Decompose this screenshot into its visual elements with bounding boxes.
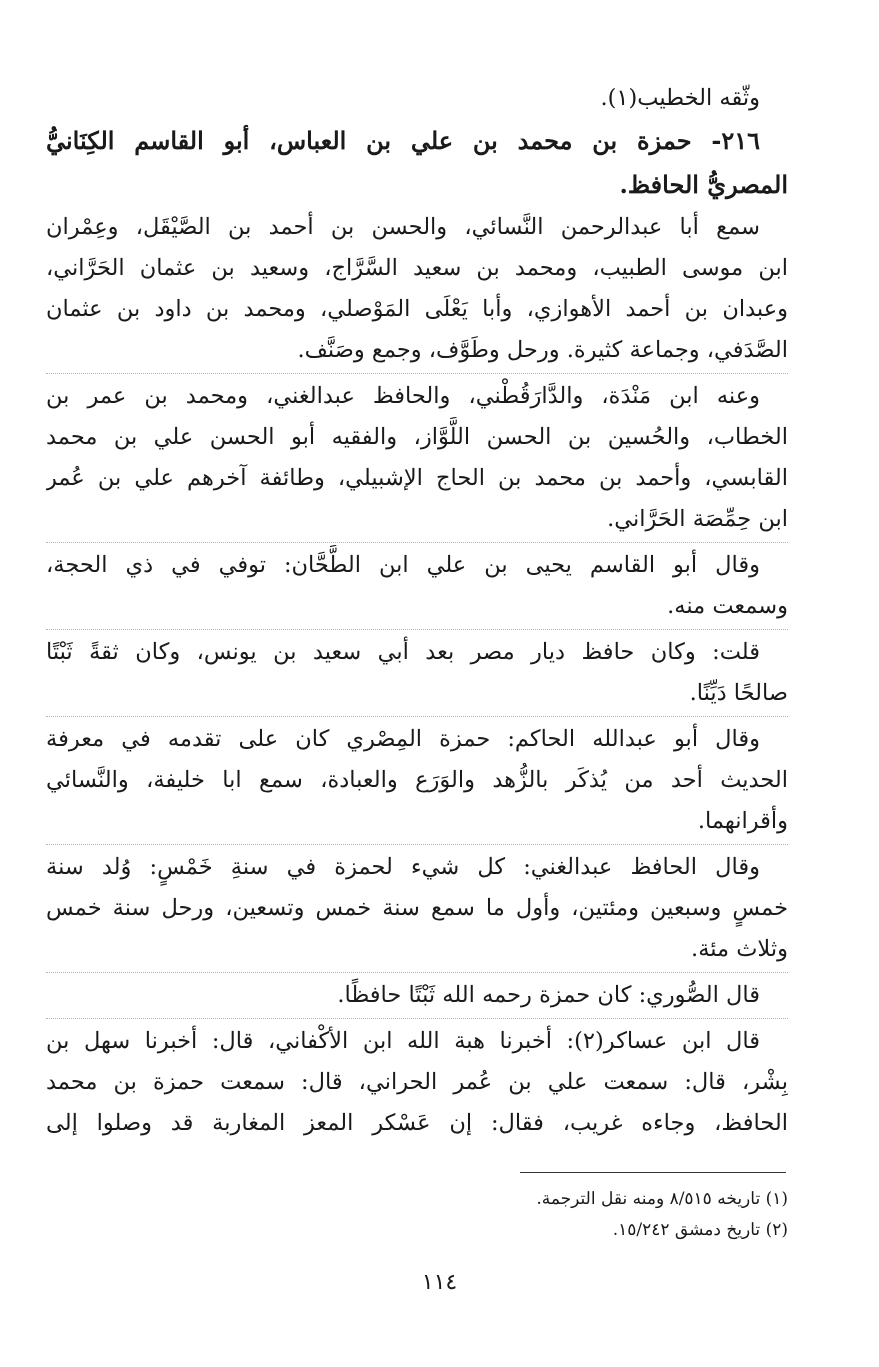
text-line: الخطاب، والحُسين بن الحسن اللَّوَّاز، والفقيه أبو الحسن علي بن محمد [46, 424, 788, 450]
text-line: وأقرانهما. [697, 808, 788, 834]
text-line: صالحًا دَيِّنًا. [689, 680, 788, 706]
paragraph-teachers [46, 207, 788, 371]
paragraph-abdulghani [46, 844, 788, 970]
page-body [46, 78, 788, 1144]
text-line: وسمعت منه. [667, 593, 788, 619]
text-line: الحافظ، وجاءه غريب، فقال: إن عَسْكر المعز المغاربة قد وصلوا إلى [46, 1110, 788, 1136]
footnotes [300, 1184, 788, 1246]
footnote: (١) تاريخه ٨/٥١٥ ومنه نقل الترجمة. [536, 1189, 788, 1209]
text-line: بِشْر، قال: سمعت علي بن عُمر الحراني، قال: سمعت حمزة بن محمد [46, 1069, 788, 1095]
text-line: سمع أبا عبدالرحمن النَّسائي، والحسن بن أحمد بن الصَّيْقَل، وعِمْران [46, 214, 760, 240]
opening-line: وثّقه الخطيب(١). [600, 85, 760, 111]
text-line: الحديث أحد من يُذكَر بالزُّهد والوَرَع والعبادة، سمع ابا خليفة، والنَّسائي [46, 767, 788, 793]
entry-heading [46, 119, 788, 207]
text-line: وثلاث مئة. [691, 936, 788, 962]
paragraph-death [46, 542, 788, 627]
paragraph-suri [46, 972, 788, 1016]
paragraph-students [46, 373, 788, 540]
footnote: (٢) تاريخ دمشق ١٥/٢٤٢. [612, 1220, 788, 1240]
opening-paragraph [46, 78, 788, 119]
text-line: خمسٍ وسبعين ومئتين، وأول ما سمع سنة خمس وتسعين، ورحل سنة خمس [46, 895, 788, 921]
text-line: ابن موسى الطبيب، ومحمد بن سعيد السَّرَّاج، وسعيد بن عثمان الحَرَّاني، [46, 255, 788, 281]
paragraph-author-note [46, 629, 788, 714]
text-line: وعبدان بن أحمد الأهوازي، وأبا يَعْلَى المَوْصلي، ومحمد بن داود بن عثمان [46, 296, 788, 322]
entry-heading-line: ٢١٦- حمزة بن محمد بن علي بن العباس، أبو القاسم الكِنَانيُّ [46, 126, 760, 155]
text-line: قلت: وكان حافظ ديار مصر بعد أبي سعيد بن يونس، وكان ثقةً ثَبْتًا [46, 639, 760, 665]
footnote-separator [520, 1172, 786, 1173]
text-line: ابن حِمِّصَة الحَرَّاني. [607, 506, 788, 532]
text-line: وقال أبو عبدالله الحاكم: حمزة المِصْري كان على تقدمه في معرفة [46, 726, 760, 752]
text-line: الصَّدَفي، وجماعة كثيرة. ورحل وطَوَّف، وجمع وصَنَّف. [297, 337, 788, 363]
page-number: ١١٤ [421, 1270, 458, 1295]
text-line: وقال أبو القاسم يحيى بن علي ابن الطَّحَّان: توفي في ذي الحجة، [46, 552, 760, 578]
text-line: القابسي، وأحمد بن محمد بن الحاج الإشبيلي، وطائفة آخرهم علي بن عُمر [46, 465, 788, 491]
paragraph-hakim [46, 716, 788, 842]
entry-heading-line: المصريُّ الحافظ. [619, 170, 788, 199]
text-line: قال ابن عساكر(٢): أخبرنا هبة الله ابن الأكْفاني، قال: أخبرنا سهل بن [46, 1028, 760, 1054]
text-line: وعنه ابن مَنْدَة، والدَّارَقُطْني، والحافظ عبدالغني، ومحمد بن عمر بن [46, 383, 760, 409]
text-line: قال الصُّوري: كان حمزة رحمه الله ثَبْتًا حافظًا. [337, 982, 760, 1008]
text-line: وقال الحافظ عبدالغني: كل شيء لحمزة في سنةِ خَمْسٍ: وُلد سنة [46, 854, 760, 880]
paragraph-ibn-asakir [46, 1018, 788, 1144]
